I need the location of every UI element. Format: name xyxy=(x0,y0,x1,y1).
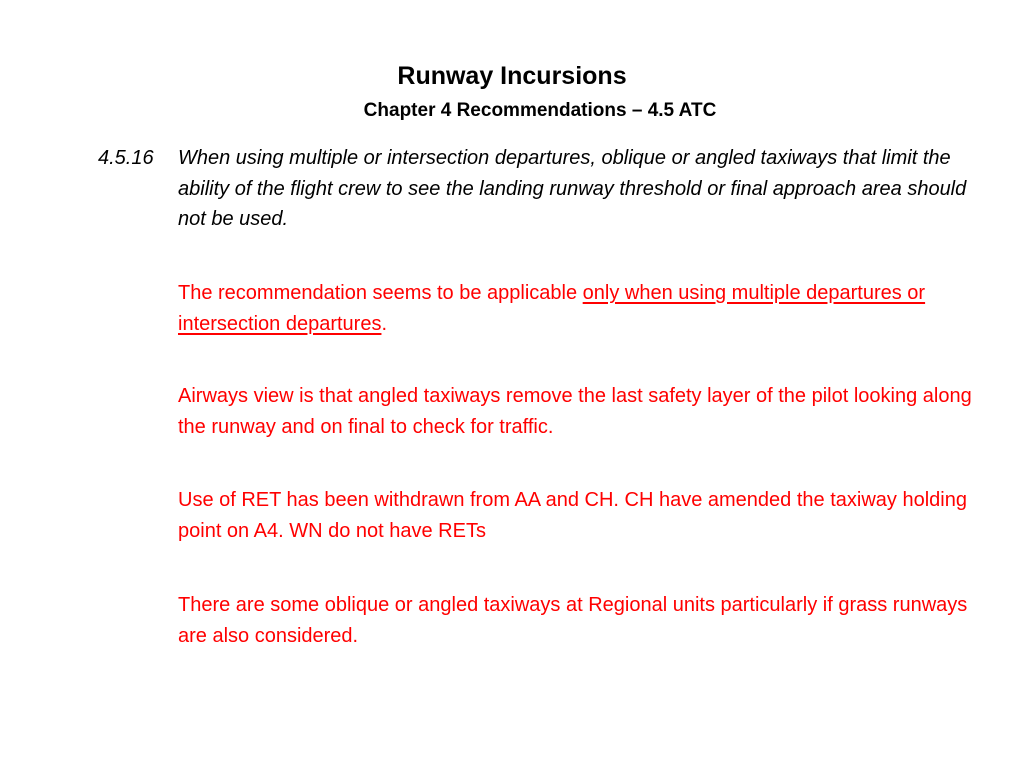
slide-title: Runway Incursions xyxy=(397,62,627,90)
recommendation-text: When using multiple or intersection departures, oblique or angled taxiways that limit the ability of the flight crew to see the landing runway threshold or final approach area should not be used. xyxy=(178,147,967,230)
comment-regional-units: There are some oblique or angled taxiways at Regional units particularly if grass runways are also considered. xyxy=(178,594,968,647)
comment-airways-view: Airways view is that angled taxiways remove the last safety layer of the pilot looking along the runway and on final to check for traffic. xyxy=(178,385,972,438)
comment-ret-status: Use of RET has been withdrawn from AA and CH. CH have amended the taxiway holding point on A4. WN do not have RETs xyxy=(178,489,967,542)
comment-applicability-end: . xyxy=(381,313,388,335)
recommendation-number: 4.5.16 xyxy=(98,147,154,169)
comment-applicability-intro: The recommendation seems to be applicable xyxy=(178,282,583,304)
comment-applicability xyxy=(178,278,988,340)
slide-subtitle: Chapter 4 Recommendations – 4.5 ATC xyxy=(363,100,717,121)
comment-applicability-emphasis: only when using multiple departures or intersection departures xyxy=(178,282,926,335)
